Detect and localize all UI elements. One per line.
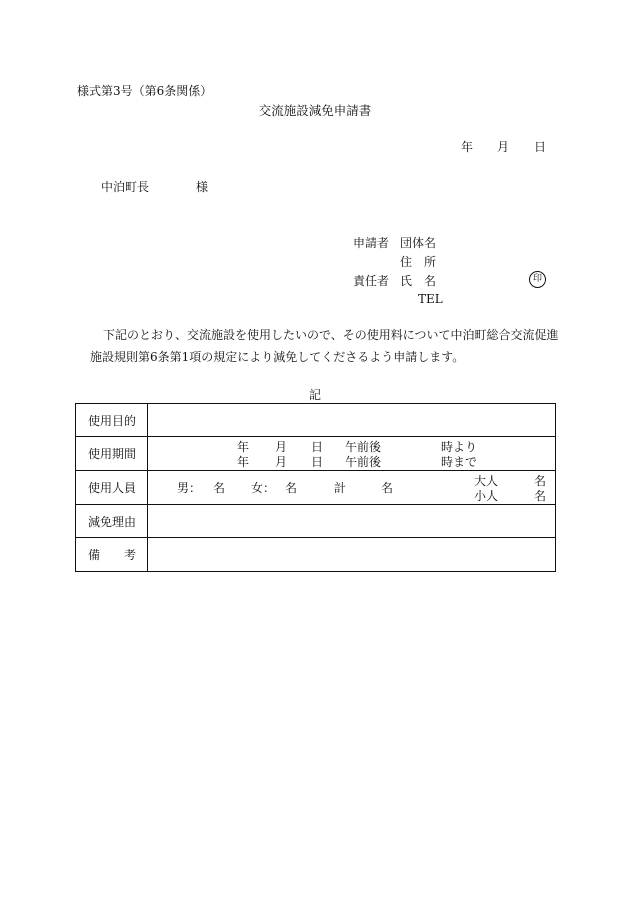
remarks-label: 備 考 — [76, 538, 148, 572]
male-unit: 名 — [213, 481, 226, 495]
male-label: 男： — [177, 481, 202, 495]
date-year: 年 — [461, 140, 474, 154]
period-from-suffix: 時より — [441, 440, 478, 454]
persons-value — [148, 471, 556, 505]
date-month: 月 — [497, 140, 510, 154]
reason-label: 減免理由 — [76, 505, 148, 538]
name-label: 氏 名 — [400, 274, 437, 288]
addressee-name: 中泊町長 — [101, 180, 150, 194]
period-from-year: 年 — [237, 440, 250, 454]
date-day: 日 — [534, 140, 547, 154]
adult-label: 大人 — [474, 474, 499, 488]
period-to-year: 年 — [237, 455, 250, 469]
period-from-day: 日 — [311, 440, 324, 454]
purpose-label: 使用目的 — [76, 404, 148, 437]
period-to-ampm: 午前後 — [345, 455, 382, 469]
remarks-value — [148, 538, 556, 572]
applicant-label: 申請者 — [353, 236, 390, 250]
group-name-label: 団体名 — [400, 236, 437, 250]
child-label: 小人 — [474, 489, 499, 503]
period-value — [148, 437, 556, 471]
address-label: 住 所 — [400, 255, 437, 269]
table-row-remarks — [76, 538, 556, 572]
adult-unit: 名 — [534, 474, 547, 488]
request-paragraph-text: 下記のとおり、交流施設を使用したいので、その使用料について中泊町総合交流促進施設規則第6条第1項の規定により減免してくださるよう申請します。 — [90, 328, 559, 364]
addressee-honorific: 様 — [196, 180, 209, 194]
female-unit: 名 — [285, 481, 298, 495]
document-title: 交流施設減免申請書 — [258, 103, 372, 118]
table-row-period — [76, 437, 556, 471]
total-label: 計 — [334, 481, 347, 495]
period-label: 使用期間 — [76, 437, 148, 471]
responsible-label: 責任者 — [353, 274, 390, 288]
table-row-persons — [76, 471, 556, 505]
child-unit: 名 — [534, 489, 547, 503]
seal-mark: 印 — [529, 271, 546, 288]
purpose-value — [148, 404, 556, 437]
table-row-purpose — [76, 404, 556, 437]
reason-value — [148, 505, 556, 538]
tel-label: TEL — [418, 292, 443, 306]
form-number: 様式第3号（第6条関係） — [77, 84, 213, 98]
period-to-suffix: 時まで — [441, 455, 478, 469]
period-to-month: 月 — [275, 455, 288, 469]
period-to-day: 日 — [311, 455, 324, 469]
request-paragraph — [90, 324, 560, 368]
female-label: 女： — [251, 481, 276, 495]
period-from-month: 月 — [275, 440, 288, 454]
persons-label: 使用人員 — [76, 471, 148, 505]
total-unit: 名 — [381, 481, 394, 495]
table-row-reason — [76, 505, 556, 538]
ki-heading: 記 — [308, 388, 321, 402]
details-table — [75, 403, 556, 572]
period-from-ampm: 午前後 — [345, 440, 382, 454]
